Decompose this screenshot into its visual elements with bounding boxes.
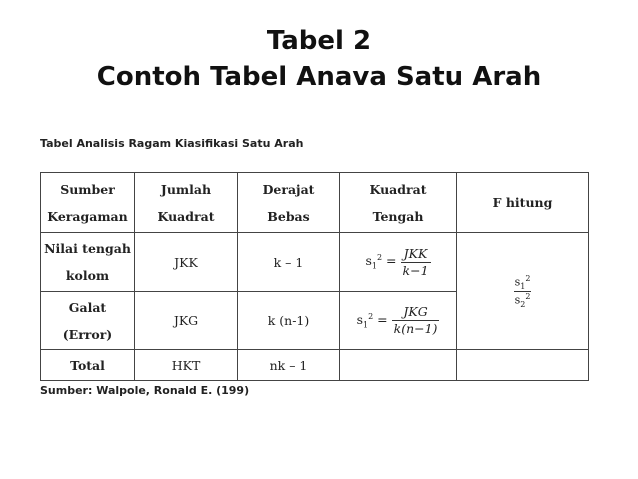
slide-title-line1: Tabel 2 (266, 26, 372, 56)
header-derajat-bebas: Derajat Bebas (238, 173, 340, 233)
f-fraction: $\frac{s_1^2}{s_2^2}$ (514, 273, 531, 309)
table-header-row (41, 173, 589, 233)
source-cell: Galat (Error) (41, 292, 135, 350)
jk-cell: JKG (135, 292, 238, 350)
source-cell: Nilai tengah kolom (41, 233, 135, 292)
kt-fraction: $\frac{\text{JKG}}{k(n-1)}$ (393, 304, 438, 336)
jk-cell: HKT (135, 350, 238, 381)
source-note: Sumber: Walpole, Ronald E. (199) (40, 384, 250, 397)
header-jumlah-kuadrat: Jumlah Kuadrat (135, 173, 238, 233)
db-cell: nk – 1 (238, 350, 340, 381)
jk-cell: JKK (135, 233, 238, 292)
f-hitung-cell (457, 233, 589, 350)
kt-cell: $s_1^2$ = $\frac{\text{JKG}}{k(n-1)}$ (340, 292, 457, 350)
slide-title-line2: Contoh Tabel Anava Satu Arah (96, 62, 542, 92)
kt-cell (340, 350, 457, 381)
db-cell: k – 1 (238, 233, 340, 292)
kt-cell: $s_1^2$ = $\frac{\text{JKK}}{k-1}$ (340, 233, 457, 292)
header-kuadrat-tengah: Kuadrat Tengah (340, 173, 457, 233)
anova-table (40, 172, 589, 381)
f-hitung-cell (457, 350, 589, 381)
table-row (41, 233, 589, 292)
db-cell: k (n-1) (238, 292, 340, 350)
header-sumber-keragaman: Sumber Keragaman (41, 173, 135, 233)
table-row (41, 350, 589, 381)
source-cell: Total (41, 350, 135, 381)
kt-fraction: $\frac{\text{JKK}}{k-1}$ (402, 245, 429, 278)
table-caption: Tabel Analisis Ragam Kiasifikasi Satu Arah (40, 137, 304, 150)
header-f-hitung: F hitung (457, 173, 589, 233)
